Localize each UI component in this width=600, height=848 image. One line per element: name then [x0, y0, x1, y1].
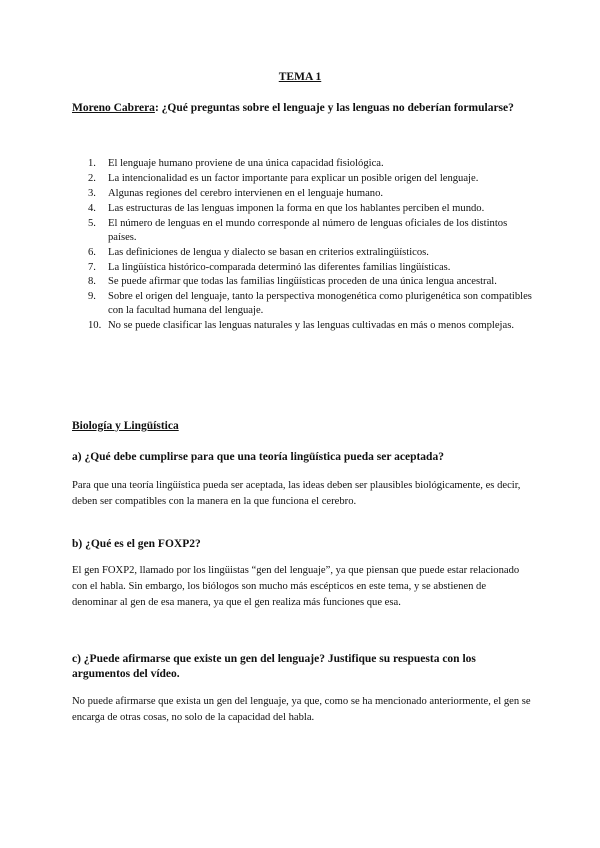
list-item-number: 2.	[88, 172, 96, 184]
heading-author: Moreno Cabrera	[72, 102, 155, 114]
heading-question: : ¿Qué preguntas sobre el lenguaje y las lenguas no deberían formularse?	[154, 102, 514, 114]
list-item-number: 4.	[88, 202, 96, 214]
list-item-number: 9.	[88, 291, 96, 303]
main-heading	[72, 101, 532, 116]
list-item-number: 7.	[88, 261, 96, 273]
list-item-text: Las estructuras de las lenguas imponen la forma en que los hablantes perciben el mundo.	[108, 202, 485, 214]
list-item-number: 1.	[88, 158, 96, 169]
list-item-number: 6.	[88, 246, 96, 258]
list-item	[88, 246, 533, 260]
list-item	[88, 202, 533, 216]
question-a-heading: a) ¿Qué debe cumplirse para que una teoría lingüística pueda ser aceptada?	[72, 451, 444, 463]
list-item	[88, 172, 533, 186]
list-item-text: No se puede clasificar las lenguas naturales y las lenguas cultivadas en más o menos complejas.	[108, 320, 514, 332]
list-item-text: El lenguaje humano proviene de una única capacidad fisiológica.	[108, 158, 384, 169]
list-item	[88, 157, 533, 171]
list-item-text: El número de lenguas en el mundo corresponde al número de lenguas oficiales de los distintos países.	[108, 217, 508, 243]
list-item	[88, 261, 533, 275]
list-item	[88, 319, 533, 333]
list-item-text: Sobre el origen del lenguaje, tanto la perspectiva monogenética como plurigenética son compatibles con la facultad humana del lenguaje.	[108, 291, 532, 317]
list-item	[88, 187, 533, 201]
list-item-text: Se puede afirmar que todas las familias lingüísticas proceden de una única lengua ancestral.	[108, 276, 497, 288]
list-item-text: La lingüística histórico-comparada determinó las diferentes familias lingüísticas.	[108, 261, 451, 273]
list-item-number: 8.	[88, 276, 96, 288]
list-item-text: Las definiciones de lengua y dialecto se basan en criterios extralingüísticos.	[108, 246, 429, 258]
answer-b-paragraph: El gen FOXP2, llamado por los lingüistas “gen del lenguaje”, ya que piensan que puede estar relacionado con el habla. Sin embargo, los biólogos son mucho más escépticos en este tema, y se abstienen de denominar al gen de esa manera, ya que el gen realiza más funciones que esa.	[72, 565, 520, 608]
list-item	[88, 290, 533, 317]
list-item-number: 5.	[88, 217, 96, 229]
section-title: Biología y Lingüística	[72, 420, 179, 432]
answer-c-paragraph: No puede afirmarse que exista un gen del lenguaje, ya que, como se ha mencionado anteriormente, el gen se encarga de otras cosas, no solo de la capacidad del habla.	[72, 696, 531, 723]
answer-a-paragraph: Para que una teoría lingüística pueda ser aceptada, las ideas deben ser plausibles biológicamente, es decir, deben ser compatibles con la manera en la que funciona el cerebro.	[72, 480, 521, 507]
question-c-heading: c) ¿Puede afirmarse que existe un gen del lenguaje? Justifique su respuesta con los argumentos del vídeo.	[72, 653, 476, 680]
list-item	[88, 217, 533, 244]
list-item-text: La intencionalidad es un factor importante para explicar un posible origen del lenguaje.	[108, 172, 479, 184]
page-title: TEMA 1	[278, 71, 322, 83]
list-item-number: 10.	[88, 320, 102, 332]
question-b-heading: b) ¿Qué es el gen FOXP2?	[72, 538, 201, 550]
question-list	[88, 157, 533, 334]
list-item-number: 3.	[88, 187, 96, 199]
list-item	[88, 275, 533, 289]
list-item-text: Algunas regiones del cerebro intervienen en el lenguaje humano.	[108, 187, 384, 199]
